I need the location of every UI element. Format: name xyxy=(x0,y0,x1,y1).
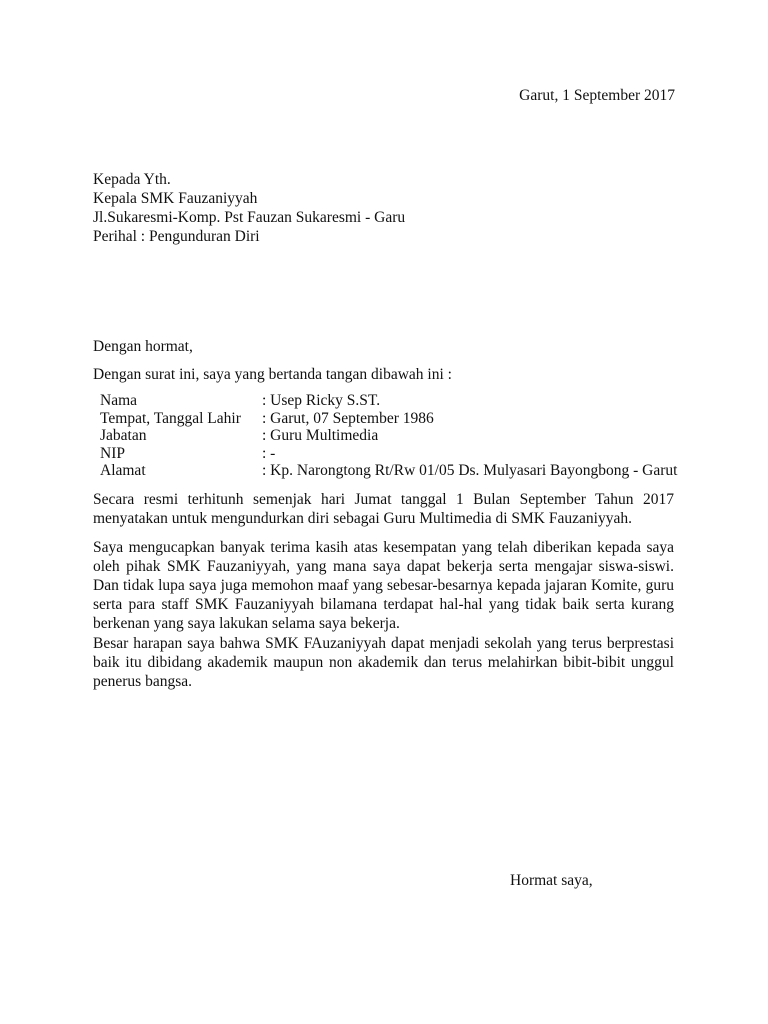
identity-value: : Usep Ricky S.ST. xyxy=(262,392,381,409)
identity-label: Jabatan xyxy=(100,427,147,444)
body-paragraph-resignation: Secara resmi terhitunh semenjak hari Jumat tanggal 1 Bulan September Tahun 2017 menyatakan untuk mengundurkan diri sebagai Guru Multimedia di SMK Fauzaniyyah. xyxy=(93,491,674,527)
recipient-greeting: Kepada Yth. xyxy=(93,171,171,188)
salutation: Dengan hormat, xyxy=(93,338,193,355)
identity-label: Nama xyxy=(100,392,138,409)
body-paragraph-thanks: Saya mengucapkan banyak terima kasih atas kesempatan yang telah diberikan kepada saya oleh pihak SMK Fauzaniyyah, yang mana saya dapat bekerja serta mengajar siswa-siswi. Dan tidak lupa saya juga memohon maaf yang sebesar-besarnya kepada jajaran Komite, guru serta para staff SMK Fauzaniyyah bilamana terdapat hal-hal yang tidak baik serta kurang berkenan yang saya lakukan selama saya bekerja. xyxy=(93,539,674,632)
body-paragraph-hope: Besar harapan saya bahwa SMK FAuzaniyyah dapat menjadi sekolah yang terus berprestasi baik itu dibidang akademik maupun non akademik dan terus melahirkan bibit-bibit unggul penerus bangsa. xyxy=(93,635,674,690)
identity-row-nip xyxy=(100,445,690,463)
recipient-block xyxy=(93,170,693,246)
identity-label: Tempat, Tanggal Lahir xyxy=(100,409,241,427)
identity-value: : Guru Multimedia xyxy=(262,427,379,444)
recipient-address: Jl.Sukaresmi-Komp. Pst Fauzan Sukaresmi - Garu xyxy=(93,209,406,226)
identity-label: Alamat xyxy=(100,462,146,479)
intro-sentence: Dengan surat ini, saya yang bertanda tangan dibawah ini : xyxy=(93,366,452,383)
recipient-name: Kepala SMK Fauzaniyyah xyxy=(93,190,258,207)
letter-date: Garut, 1 September 2017 xyxy=(519,87,675,104)
identity-value: : Garut, 07 September 1986 xyxy=(262,409,434,427)
identity-row-name xyxy=(100,392,690,410)
letter-subject: Perihal : Pengunduran Diri xyxy=(93,228,260,245)
identity-label: NIP xyxy=(100,444,125,462)
identity-table xyxy=(100,392,690,480)
identity-row-birth xyxy=(100,410,690,428)
identity-value: : Kp. Narongtong Rt/Rw 01/05 Ds. Mulyasari Bayongbong - Garut xyxy=(262,462,678,479)
identity-row-address xyxy=(100,462,690,480)
identity-value: : - xyxy=(262,444,276,462)
closing-signoff: Hormat saya, xyxy=(510,872,593,889)
identity-row-position xyxy=(100,427,690,445)
